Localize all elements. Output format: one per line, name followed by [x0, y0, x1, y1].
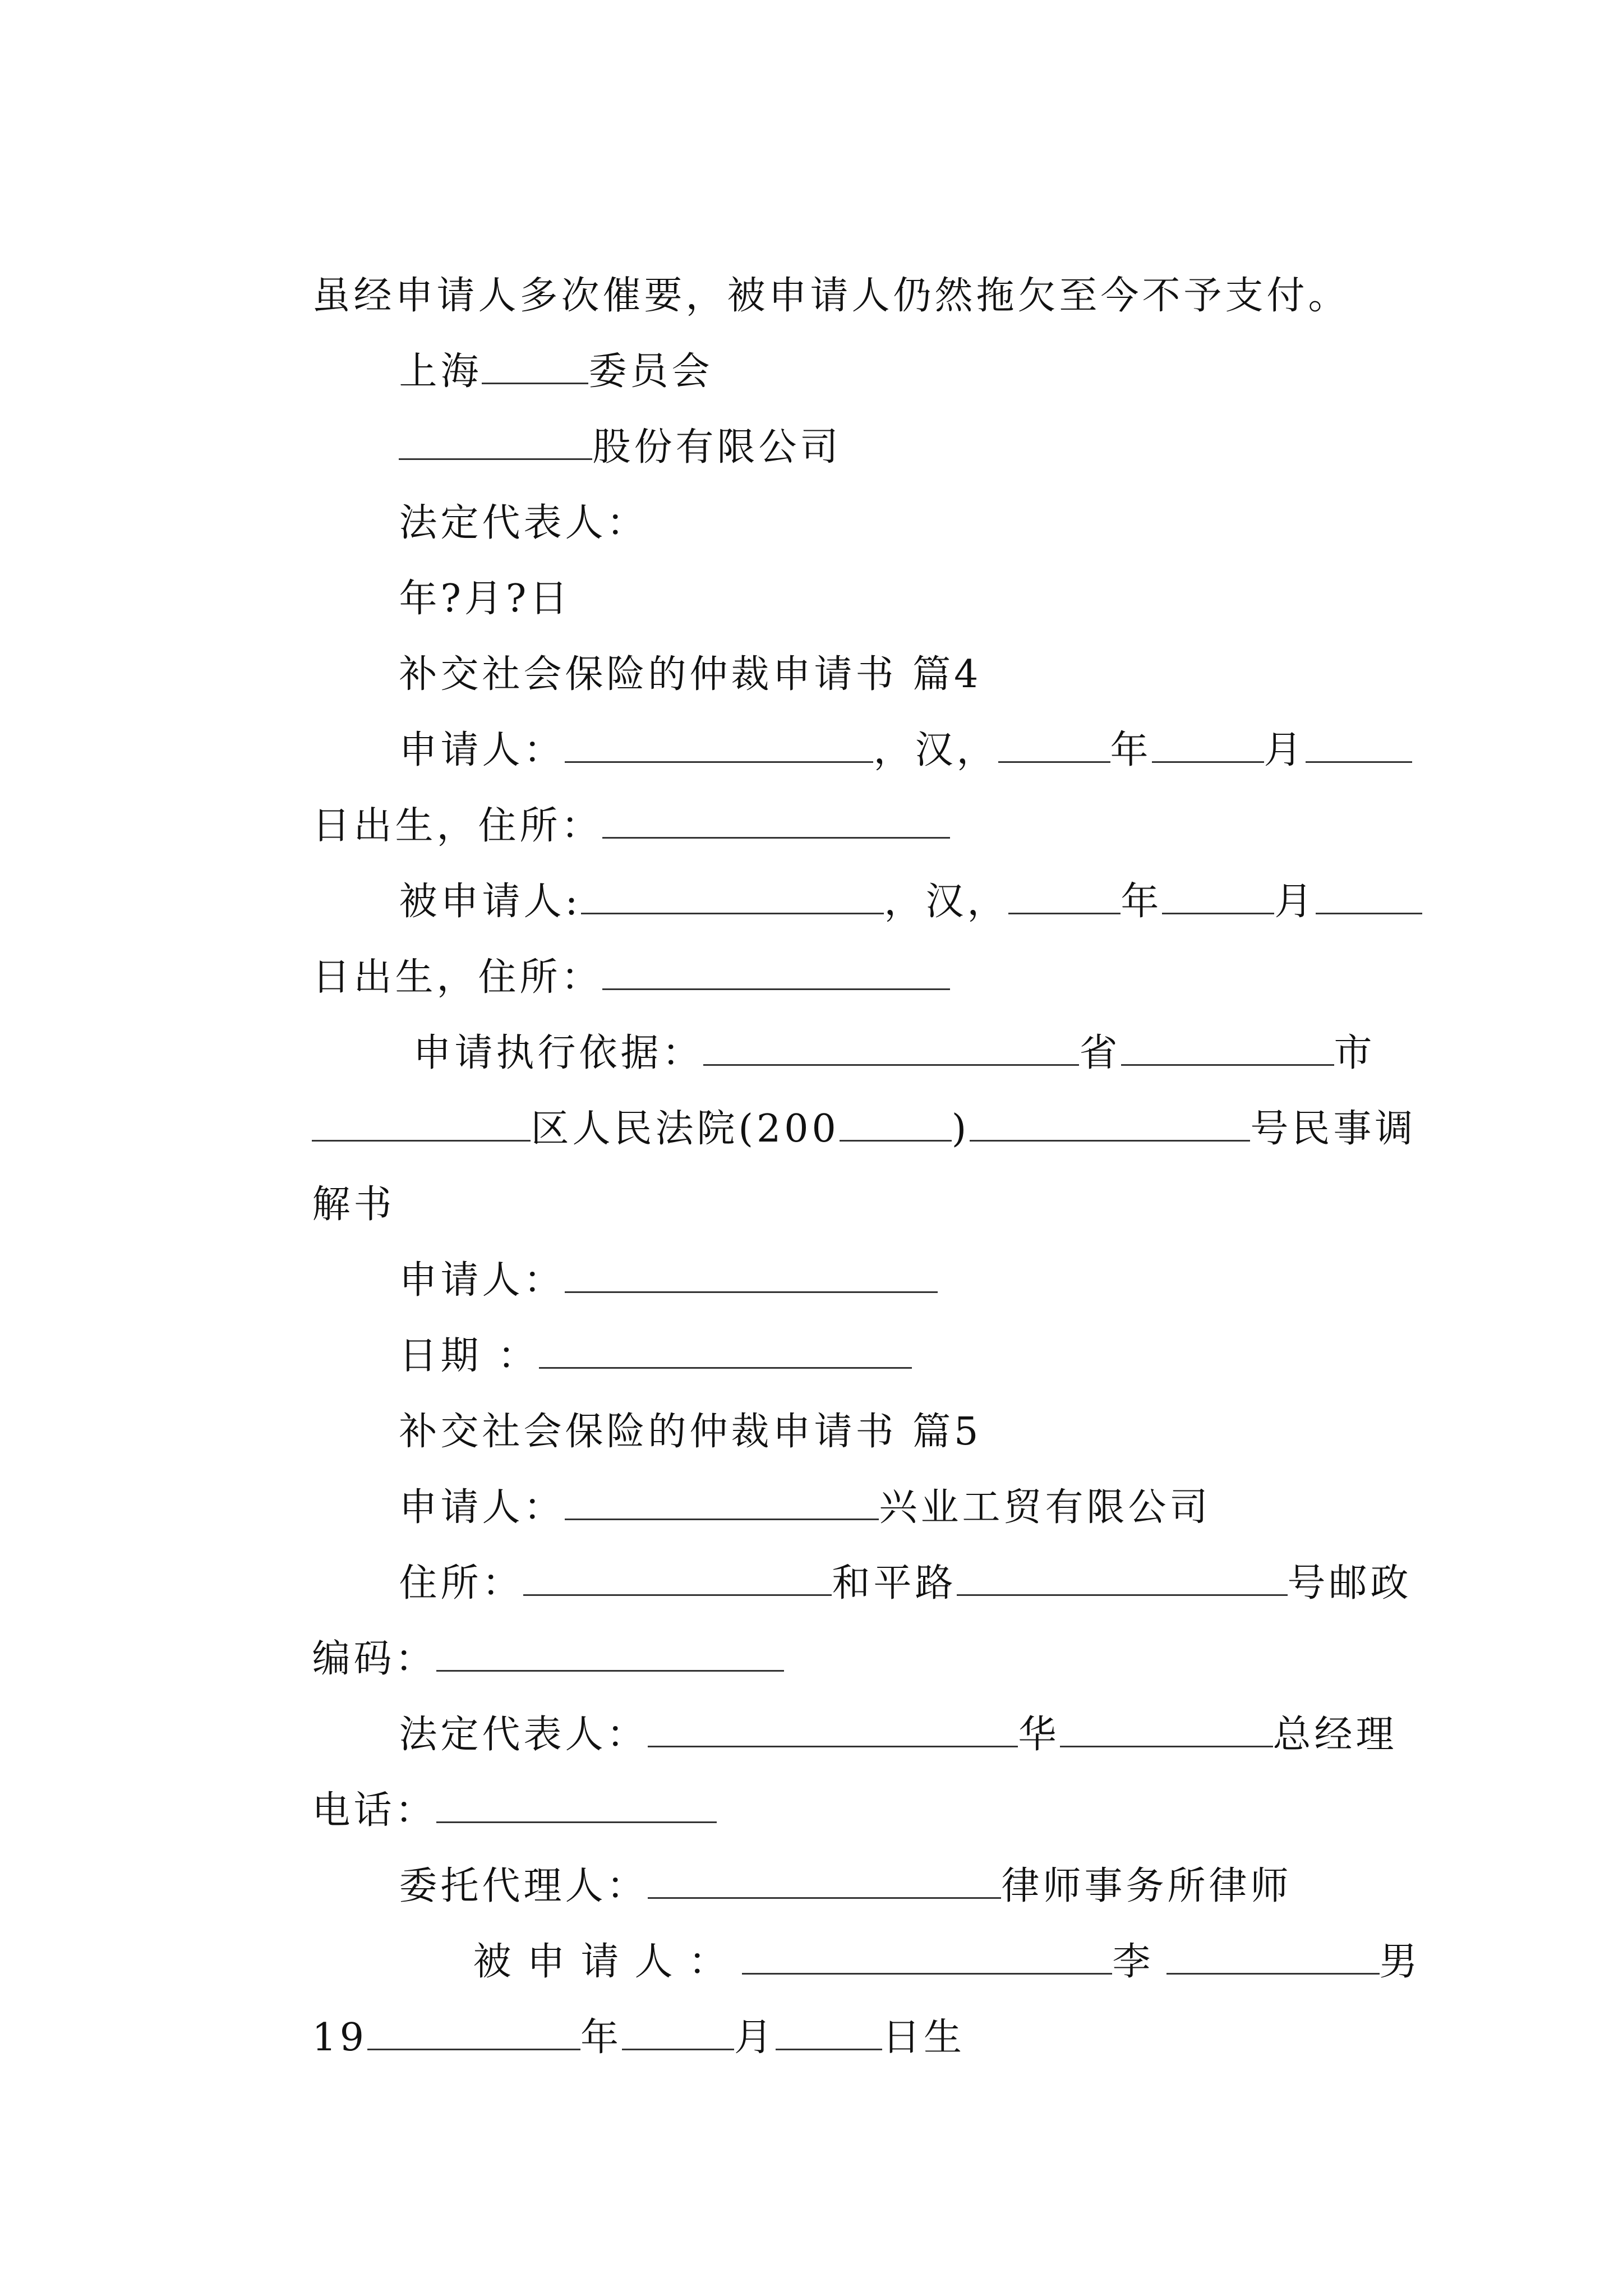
text: 市	[1334, 1031, 1376, 1075]
line-applicant-address	[250, 751, 950, 848]
blank-line	[840, 1107, 952, 1142]
text: 年?月?日	[399, 577, 571, 621]
text: 律师事务所律师	[1001, 1864, 1292, 1908]
line-applicant-birth	[337, 675, 1412, 772]
line-court-reference	[250, 1053, 1417, 1151]
line-applicant-signature	[337, 1205, 938, 1303]
text: 法定代表人：	[399, 501, 648, 545]
blank-line	[1162, 880, 1274, 914]
blank-line	[1166, 1940, 1380, 1975]
text: 和平路	[832, 1561, 957, 1605]
text: 申请执行依据：	[413, 1031, 704, 1075]
line-respondent-address	[250, 902, 950, 1000]
text: 委员会	[588, 349, 713, 394]
text: 年	[1110, 728, 1152, 772]
text: 虽经申请人多次催要，被申请人仍然拖欠至今不予支付。	[312, 274, 1350, 318]
line-date	[337, 523, 571, 621]
line-phone	[250, 1735, 717, 1833]
blank-line	[776, 2016, 882, 2050]
blank-line	[1008, 880, 1121, 914]
line-mediation-document	[250, 1129, 395, 1227]
text: 编码：	[312, 1637, 437, 1681]
text: 区人民法院(200	[531, 1107, 840, 1151]
text: 省	[1079, 1031, 1121, 1075]
text: 月	[1264, 728, 1306, 772]
text: 股份有限公司	[592, 425, 842, 470]
text: 月	[734, 2016, 776, 2060]
text: 补交社会保险的仲裁申请书 篇4	[399, 652, 982, 697]
text: 日生	[882, 2016, 966, 2060]
text: 电话：	[312, 1788, 437, 1833]
text: 补交社会保险的仲裁申请书 篇5	[399, 1410, 982, 1454]
line-company-representative	[337, 1659, 1398, 1757]
text: 被申请人:	[399, 880, 582, 924]
text: 住所：	[399, 1561, 524, 1605]
text: 年	[580, 2016, 623, 2060]
blank-line	[1152, 729, 1264, 763]
blank-line	[1316, 880, 1422, 914]
text: 号民事调	[1250, 1107, 1417, 1151]
text: 年	[1121, 880, 1163, 924]
line-applicant-company	[337, 1432, 1211, 1530]
text: 申请人：	[399, 1258, 565, 1303]
text: ，汉，	[884, 880, 1009, 924]
text: 李	[1112, 1940, 1166, 1984]
text: 申请人：	[399, 1485, 565, 1530]
text: 日出生，住所：	[312, 804, 603, 848]
text: 申请人：	[399, 728, 565, 772]
line-postal-code	[250, 1584, 784, 1681]
line-execution-basis	[351, 978, 1376, 1075]
text: 19	[312, 2016, 367, 2060]
line-company-name	[337, 372, 842, 470]
line-respondent-birthdate	[250, 1962, 966, 2060]
text: 日出生，住所：	[312, 955, 603, 1000]
text: 日期 ：	[399, 1334, 540, 1378]
line-respondent-birth	[337, 826, 1422, 924]
blank-line	[1306, 729, 1412, 763]
section-heading-5	[337, 1356, 982, 1454]
paragraph-payment-refusal	[250, 220, 1350, 318]
text: 号邮政	[1287, 1561, 1412, 1605]
text: 兴业工贸有限公司	[879, 1485, 1211, 1530]
line-sign-date	[337, 1281, 912, 1378]
text: 总经理	[1272, 1713, 1398, 1757]
text: 上海	[399, 349, 482, 394]
line-legal-representative	[337, 448, 648, 545]
text: )	[951, 1107, 970, 1151]
line-shanghai-committee	[337, 296, 713, 394]
text: 解书	[312, 1182, 395, 1227]
blank-line	[367, 2016, 580, 2050]
text: 被申请人：	[473, 1940, 743, 1984]
blank-line	[998, 729, 1110, 763]
text: 委托代理人：	[399, 1864, 648, 1908]
text: 月	[1274, 880, 1316, 924]
blank-line	[622, 2016, 734, 2050]
line-agent	[337, 1811, 1292, 1908]
section-heading-4	[337, 599, 982, 697]
blank-line	[957, 1562, 1288, 1596]
text: 华	[1018, 1713, 1060, 1757]
text: 男	[1379, 1940, 1433, 1984]
line-respondent-person	[362, 1887, 1433, 1984]
text: 法定代表人：	[399, 1713, 648, 1757]
blank-line	[1060, 1713, 1273, 1747]
line-company-address	[337, 1508, 1412, 1605]
text: ，汉，	[873, 728, 998, 772]
blank-line	[970, 1107, 1250, 1142]
